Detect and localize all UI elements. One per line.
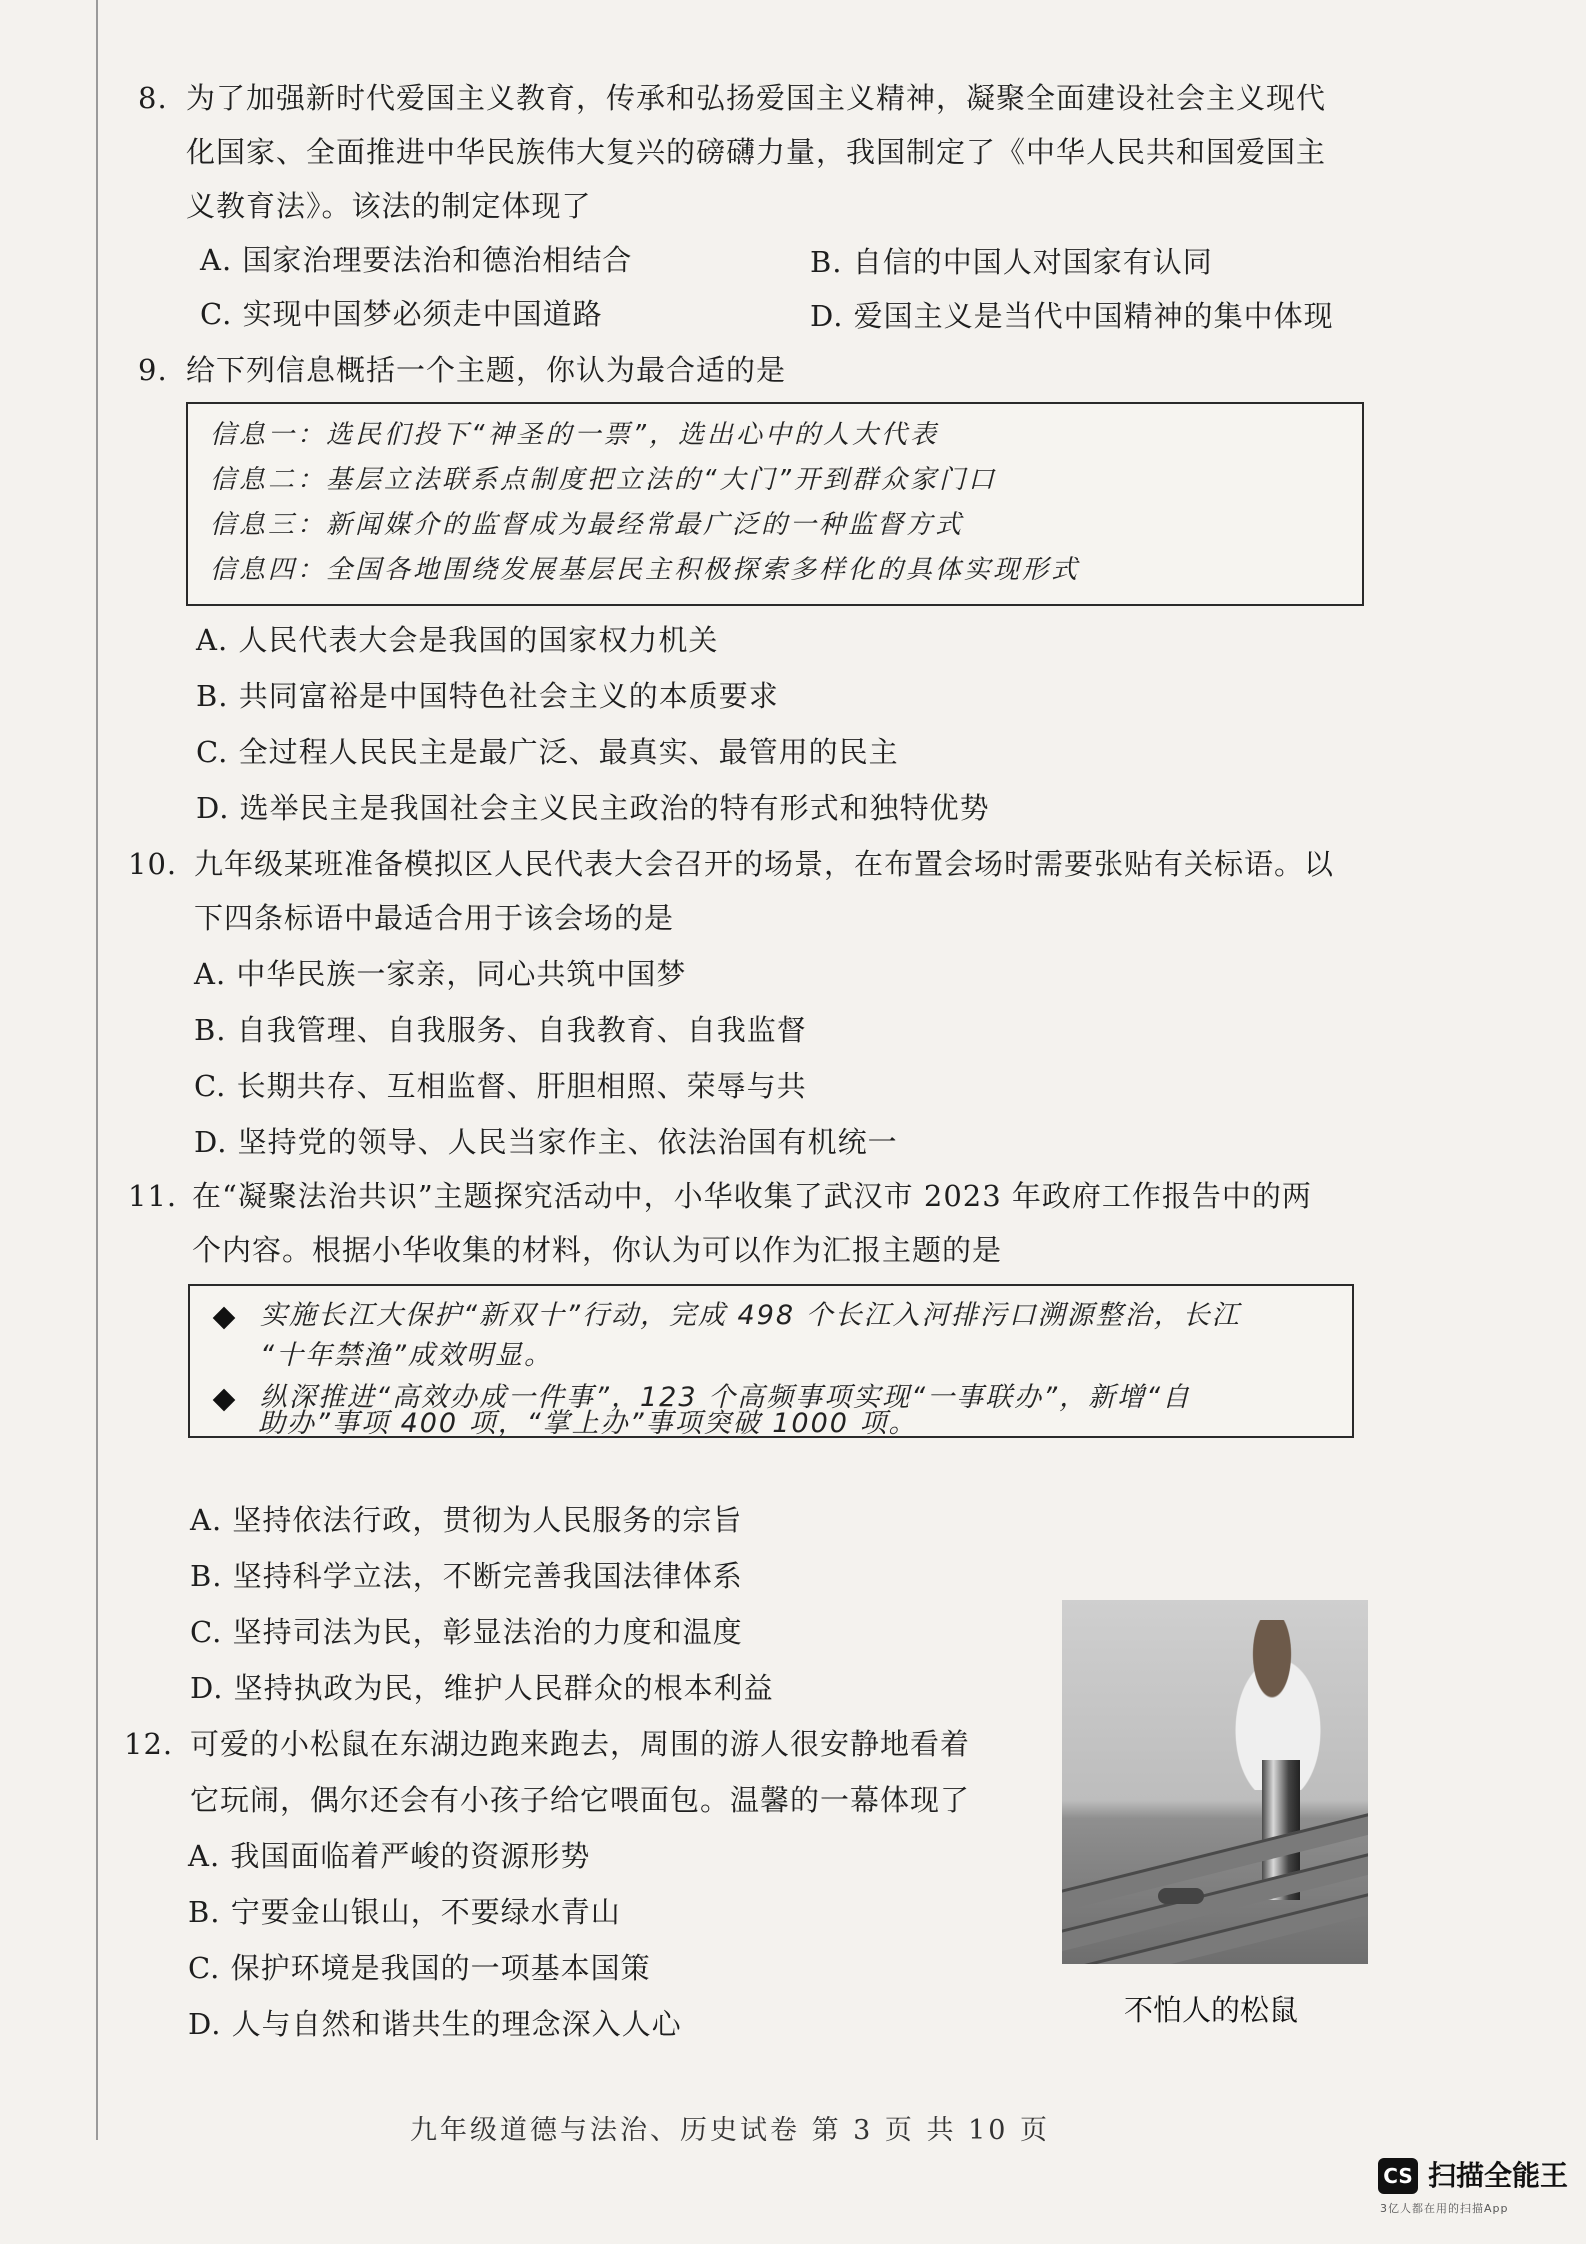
- q11-option-a: A. 坚持依法行政，贯彻为人民服务的宗旨: [190, 1503, 743, 1537]
- q9-info-box: [186, 402, 1364, 606]
- q9-info-3: 信息三：新闻媒介的监督成为最经常最广泛的一种监督方式: [210, 510, 965, 540]
- q10-option-a: A. 中华民族一家亲，同心共筑中国梦: [194, 957, 687, 991]
- q11-stem-line2: 个内容。根据小华收集的材料，你认为可以作为汇报主题的是: [192, 1233, 1003, 1267]
- q12-stem-line2: 它玩闹，偶尔还会有小孩子给它喂面包。温馨的一幕体现了: [190, 1783, 971, 1817]
- q10-stem-line2: 下四条标语中最适合用于该会场的是: [194, 901, 675, 935]
- q8-option-c: C. 实现中国梦必须走中国道路: [200, 297, 603, 331]
- q11-stem-line1: 在“凝聚法治共识”主题探究活动中，小华收集了武汉市 2023 年政府工作报告中的两: [192, 1179, 1312, 1213]
- q8-option-d: D. 爱国主义是当代中国精神的集中体现: [810, 299, 1334, 333]
- q9-info-2: 信息二：基层立法联系点制度把立法的“大门”开到群众家门口: [210, 465, 997, 495]
- page-footer: 九年级道德与法治、历史试卷 第 3 页 共 10 页: [410, 2115, 1051, 2146]
- photo-caption: 不怕人的松鼠: [1124, 1993, 1299, 2027]
- q10-option-c: C. 长期共存、互相监督、肝胆相照、荣辱与共: [194, 1069, 807, 1103]
- camscanner-logo-icon: CS: [1378, 2158, 1418, 2194]
- q9-option-d: D. 选举民主是我国社会主义民主政治的特有形式和独特优势: [196, 791, 990, 825]
- q9-option-c: C. 全过程人民民主是最广泛、最真实、最管用的民主: [196, 735, 899, 769]
- q11-option-d: D. 坚持执政为民，维护人民群众的根本利益: [190, 1671, 774, 1705]
- q12-number: 12.: [124, 1727, 174, 1761]
- scanner-watermark: [1378, 2156, 1578, 2228]
- q8-stem-line3: 义教育法》。该法的制定体现了: [186, 189, 592, 223]
- squirrel-figure: [1158, 1888, 1204, 1904]
- q10-number: 10.: [128, 847, 178, 881]
- q9-info-1: 信息一：选民们投下“神圣的一票”，选出心中的人大代表: [210, 420, 939, 450]
- q9-info-4: 信息四：全国各地围绕发展基层民主积极探索多样化的具体实现形式: [210, 555, 1081, 585]
- q11-material-2-line1: 纵深推进“高效办成一件事”，123 个高频事项实现“一事联办”，新增“自: [260, 1382, 1192, 1413]
- q8-option-b: B. 自信的中国人对国家有认同: [810, 245, 1213, 279]
- q12-stem-line1: 可爱的小松鼠在东湖边跑来跑去，周围的游人很安静地看着: [190, 1727, 971, 1761]
- q10-option-d: D. 坚持党的领导、人民当家作主、依法治国有机统一: [194, 1125, 898, 1159]
- q12-option-d: D. 人与自然和谐共生的理念深入人心: [188, 2007, 682, 2041]
- q11-material-1-line1: 实施长江大保护“新双十”行动，完成 498 个长江入河排污口溯源整治，长江: [260, 1300, 1241, 1331]
- q11-material-1-line2: “十年禁渔”成效明显。: [260, 1340, 553, 1371]
- q11-option-c: C. 坚持司法为民，彰显法治的力度和温度: [190, 1615, 743, 1649]
- bullet-diamond-icon: [213, 1389, 236, 1412]
- watermark-sub: 3亿人都在用的扫描App: [1380, 2202, 1509, 2215]
- watermark-name: 扫描全能王: [1428, 2159, 1569, 2192]
- squirrel-photo: [1062, 1600, 1368, 1964]
- q8-number: 8.: [138, 81, 168, 115]
- q9-stem: 给下列信息概括一个主题，你认为最合适的是: [186, 353, 787, 387]
- q12-option-a: A. 我国面临着严峻的资源形势: [188, 1839, 591, 1873]
- q12-option-c: C. 保护环境是我国的一项基本国策: [188, 1951, 651, 1985]
- q9-option-b: B. 共同富裕是中国特色社会主义的本质要求: [196, 679, 779, 713]
- q11-material-2-line2: 助办”事项 400 项，“掌上办”事项突破 1000 项。: [258, 1408, 918, 1439]
- q8-stem-line2: 化国家、全面推进中华民族伟大复兴的磅礴力量，我国制定了《中华人民共和国爱国主: [186, 135, 1327, 169]
- q8-option-a: A. 国家治理要法治和德治相结合: [200, 243, 633, 277]
- q10-stem-line1: 九年级某班准备模拟区人民代表大会召开的场景，在布置会场时需要张贴有关标语。以: [194, 847, 1335, 881]
- q8-stem-line1: 为了加强新时代爱国主义教育，传承和弘扬爱国主义精神，凝聚全面建设社会主义现代: [186, 81, 1327, 115]
- bullet-diamond-icon: [213, 1307, 236, 1330]
- q9-option-a: A. 人民代表大会是我国的国家权力机关: [196, 623, 719, 657]
- q10-option-b: B. 自我管理、自我服务、自我教育、自我监督: [194, 1013, 807, 1047]
- q12-option-b: B. 宁要金山银山，不要绿水青山: [188, 1895, 621, 1929]
- q9-number: 9.: [138, 353, 168, 387]
- q11-number: 11.: [128, 1179, 178, 1213]
- q11-option-b: B. 坚持科学立法，不断完善我国法律体系: [190, 1559, 743, 1593]
